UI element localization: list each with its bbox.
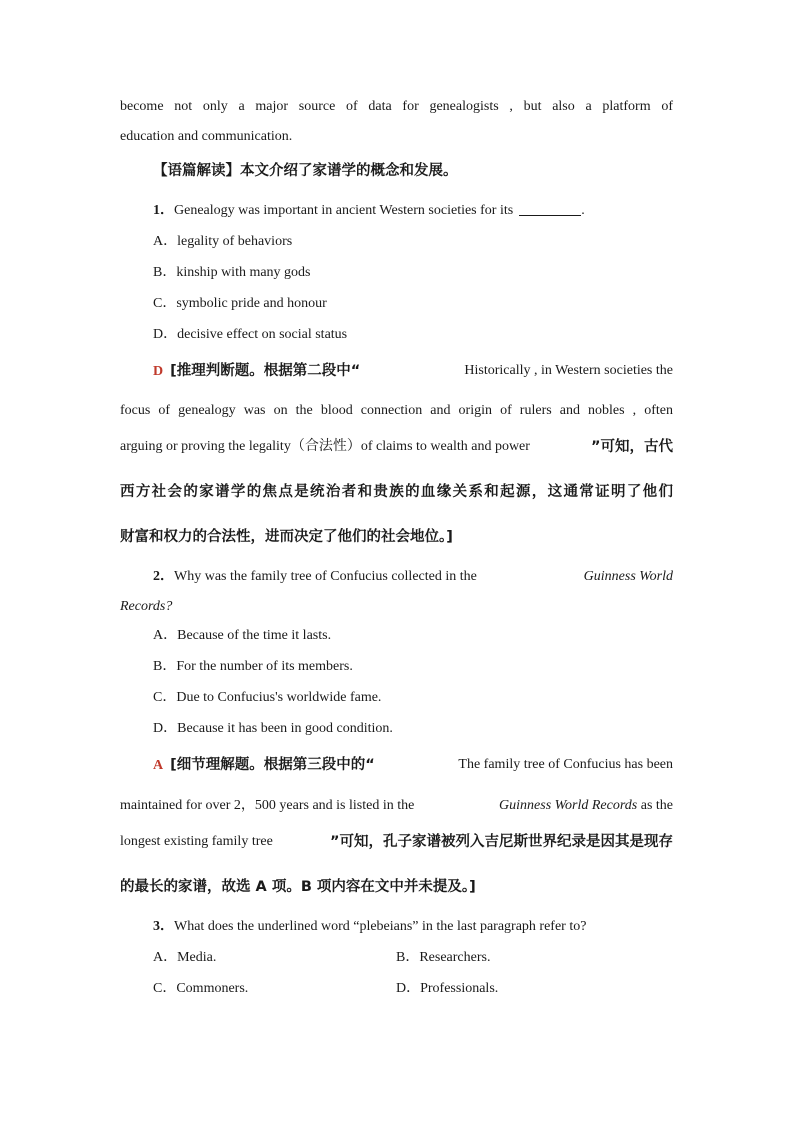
q2-answer: A xyxy=(153,758,164,773)
question-1-end: . xyxy=(581,203,585,218)
intro-line-2: education and communication. xyxy=(120,129,293,144)
question-1-stem xyxy=(153,201,585,221)
question-3-stem xyxy=(153,917,586,937)
summary-text: 本文介绍了家谱学的概念和发展。 xyxy=(240,163,458,179)
answer-blank xyxy=(519,201,581,216)
q2-option-a: A．Because of the time it lasts. xyxy=(153,628,332,643)
question-1-text: Genealogy was important in ancient Western societies for its xyxy=(174,203,514,218)
q3-option-c: C．Commoners. xyxy=(153,981,249,996)
q1-exp-l3-en: arguing or proving the legality（合法性）of claims to wealth and power xyxy=(120,439,530,454)
question-2-text: Why was the family tree of Confucius collected in the xyxy=(174,569,477,584)
intro-line-1: become not only a major source of data for genealogists , but also a platform of xyxy=(120,99,673,114)
question-3-number: 3． xyxy=(153,919,174,934)
q2-option-c: C．Due to Confucius's worldwide fame. xyxy=(153,690,382,705)
question-2-italic-1: Guinness World xyxy=(583,569,673,584)
q1-option-d: D．decisive effect on social status xyxy=(153,327,348,342)
q2-exp-l2-b: as the xyxy=(640,798,673,813)
question-3-text: What does the underlined word “plebeians” in the last paragraph refer to? xyxy=(174,919,587,934)
q1-answer: D xyxy=(153,364,164,379)
q2-exp-l2-italic: Guinness World Records xyxy=(499,798,638,813)
q1-explanation-line-1 xyxy=(153,361,673,382)
question-2-stem-line-1 xyxy=(153,567,673,587)
q2-exp-l3-cn: ”可知，孔子家谱被列入吉尼斯世界纪录是因其是现存 xyxy=(329,834,673,850)
q2-explanation-line-4: 的最长的家谱，故选 A 项。B 项内容在文中并未提及。] xyxy=(120,879,476,895)
q1-exp-cn: [推理判断题。根据第二段中“ xyxy=(170,363,361,379)
q3-option-a: A．Media. xyxy=(153,950,217,965)
q2-explanation-line-1 xyxy=(153,755,673,776)
q2-explanation-line-3 xyxy=(120,832,673,852)
question-1-number: 1． xyxy=(153,203,174,218)
q2-exp-en: The family tree of Confucius has been xyxy=(458,757,673,772)
q1-explanation-line-3 xyxy=(120,437,673,457)
q1-explanation-line-5: 财富和权力的合法性，进而决定了他们的社会地位。] xyxy=(120,529,453,545)
q3-option-b: B．Researchers. xyxy=(396,950,491,965)
question-2-number: 2． xyxy=(153,569,174,584)
q2-option-b: B．For the number of its members. xyxy=(153,659,353,674)
q2-exp-l3-en: longest existing family tree xyxy=(120,834,273,849)
q1-explanation-line-2: focus of genealogy was on the blood connection and origin of rulers and nobles , often xyxy=(120,403,673,418)
q1-option-a: A．legality of behaviors xyxy=(153,234,293,249)
summary-tag: 【语篇解读】 xyxy=(153,163,240,179)
q2-exp-cn: [细节理解题。根据第三段中的“ xyxy=(170,757,375,773)
q2-explanation-line-2 xyxy=(120,796,673,816)
q3-option-d: D．Professionals. xyxy=(396,981,499,996)
q2-exp-l2-a: maintained for over 2，500 years and is listed in the xyxy=(120,798,415,813)
q1-option-b: B．kinship with many gods xyxy=(153,265,311,280)
q1-explanation-line-4: 西方社会的家谱学的焦点是统治者和贵族的血缘关系和起源，这通常证明了他们 xyxy=(120,484,673,500)
q1-option-c: C．symbolic pride and honour xyxy=(153,296,327,311)
q1-exp-en: Historically , in Western societies the xyxy=(464,363,673,378)
question-2-stem-line-2: Records? xyxy=(120,599,173,614)
passage-summary xyxy=(153,161,458,181)
q1-exp-l3-cn: ”可知，古代 xyxy=(590,439,673,455)
q2-option-d: D．Because it has been in good condition. xyxy=(153,721,393,736)
